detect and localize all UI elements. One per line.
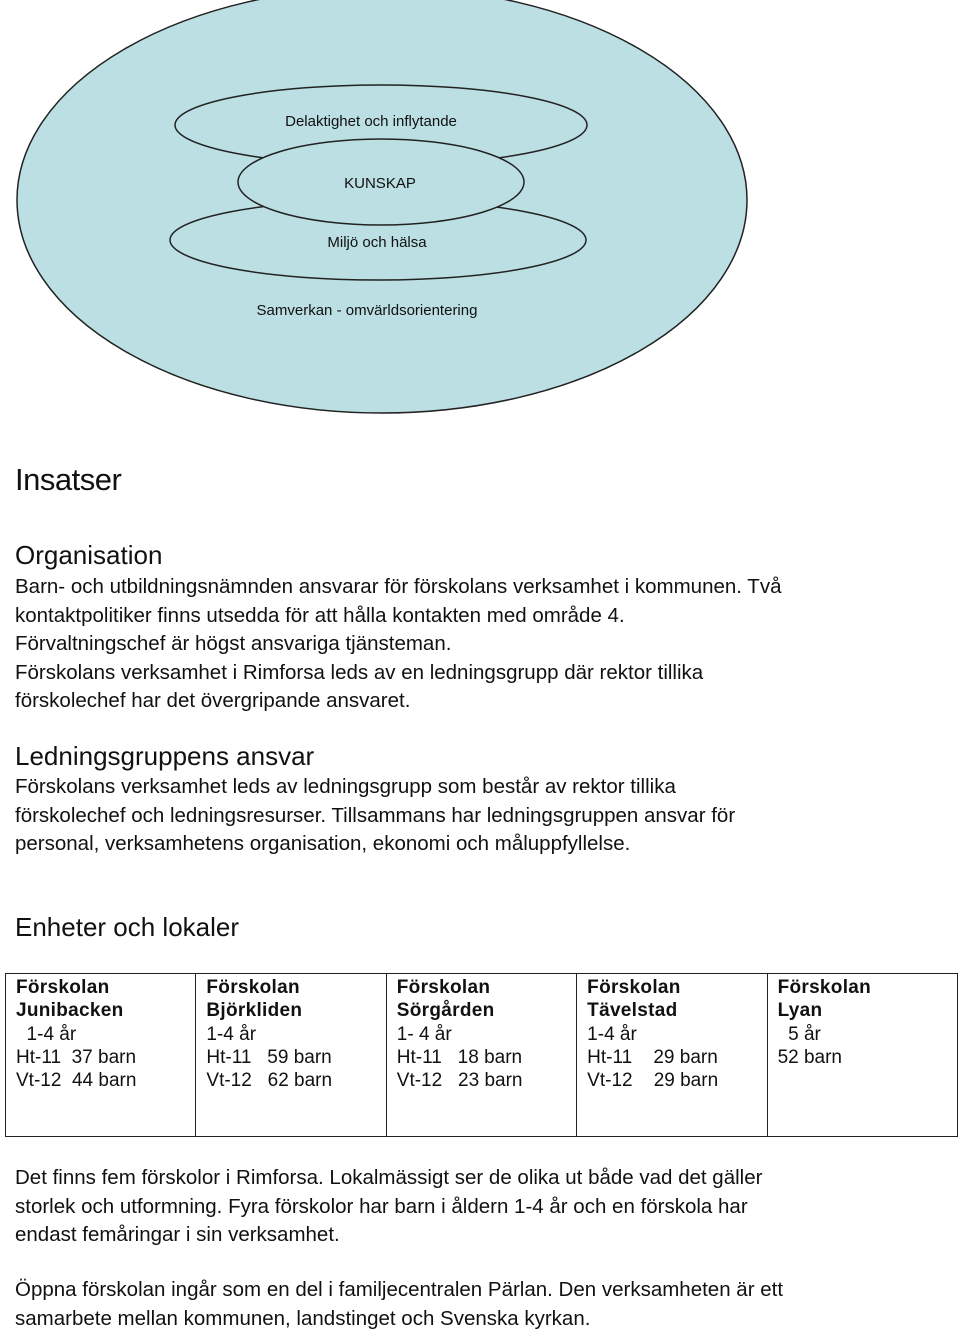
unit-count: Ht-11 18 barn — [396, 1046, 523, 1068]
oppna-text — [15, 1276, 950, 1333]
text-line: kontaktpolitiker finns utsedda för att hålla kontakten med område 4. — [15, 603, 625, 627]
summary-text — [15, 1164, 950, 1250]
text-line: storlek och utformning. Fyra förskolor har barn i åldern 1-4 år och en förskola har — [15, 1194, 748, 1218]
text-line: samarbete mellan kommunen, landstinget och Svenska kyrkan. — [15, 1306, 591, 1330]
unit-cell-tavelstad — [577, 974, 767, 1137]
unit-count: Vt-12 23 barn — [396, 1070, 523, 1092]
unit-count: Ht-11 59 barn — [206, 1046, 332, 1068]
unit-name: Förskolan — [777, 977, 872, 998]
text-line: endast femåringar i sin verksamhet. — [15, 1223, 340, 1246]
unit-name: Sörgården — [396, 1000, 495, 1022]
unit-age: 1-4 år — [16, 1023, 77, 1045]
unit-cell-bjorkliden — [196, 974, 386, 1137]
unit-cell-lyan — [767, 974, 957, 1137]
text-line: Förvaltningschef är högst ansvariga tjänsteman. — [15, 632, 452, 655]
unit-age: 1- 4 år — [396, 1023, 452, 1045]
unit-name: Tävelstad — [587, 1000, 678, 1022]
text-line: förskolechef har det övergripande ansvaret. — [15, 689, 411, 712]
unit-cell-junibacken — [6, 974, 196, 1137]
organisation-heading: Organisation — [15, 540, 163, 570]
text-line: Förskolans verksamhet leds av ledningsgrupp som består av rektor tillika — [15, 775, 676, 798]
table-row — [6, 974, 958, 1137]
label-delaktighet: Delaktighet och inflytande — [285, 113, 457, 130]
unit-name: Förskolan — [16, 977, 110, 998]
unit-name: Förskolan — [396, 977, 491, 998]
label-kunskap: KUNSKAP — [344, 175, 416, 192]
unit-name: Förskolan — [206, 977, 300, 998]
unit-name: Förskolan — [587, 977, 681, 998]
unit-cell-sorgarden — [386, 974, 576, 1137]
text-line: Barn- och utbildningsnämnden ansvarar för förskolans verksamhet i kommunen. Två — [15, 575, 782, 598]
unit-name: Junibacken — [16, 1000, 124, 1022]
unit-count: 52 barn — [777, 1046, 843, 1068]
text-line: Förskolans verksamhet i Rimforsa leds av en ledningsgrupp där rektor tillika — [15, 660, 704, 684]
label-miljo: Miljö och hälsa — [327, 234, 427, 251]
unit-age: 5 år — [777, 1023, 821, 1045]
unit-count: Ht-11 37 barn — [16, 1046, 137, 1068]
ledning-text — [15, 773, 950, 859]
unit-age: 1-4 år — [206, 1023, 257, 1045]
unit-count: Vt-12 44 barn — [16, 1070, 137, 1092]
unit-name: Björkliden — [206, 1000, 303, 1022]
unit-name: Lyan — [777, 1000, 823, 1022]
units-table — [5, 973, 958, 1137]
unit-age: 1-4 år — [587, 1023, 637, 1045]
text-line: förskolechef och ledningsresurser. Tillsammans har ledningsgruppen ansvar för — [15, 803, 736, 827]
text-line: Det finns fem förskolor i Rimforsa. Lokalmässigt ser de olika ut både vad det gäller — [15, 1166, 763, 1189]
enheter-heading: Enheter och lokaler — [15, 912, 240, 942]
unit-count: Ht-11 29 barn — [587, 1046, 718, 1068]
unit-count: Vt-12 62 barn — [206, 1070, 333, 1092]
organisation-text — [15, 573, 950, 716]
text-line: personal, verksamhetens organisation, ekonomi och måluppfyllelse. — [15, 832, 631, 855]
page-heading: Insatser — [15, 462, 122, 497]
text-line: Öppna förskolan ingår som en del i familjecentralen Pärlan. Den verksamheten är ett — [15, 1278, 784, 1301]
label-samverkan: Samverkan - omvärldsorientering — [256, 302, 478, 319]
ledning-heading: Ledningsgruppens ansvar — [15, 741, 315, 771]
unit-count: Vt-12 29 barn — [587, 1070, 719, 1092]
goal-areas-diagram — [0, 0, 960, 440]
